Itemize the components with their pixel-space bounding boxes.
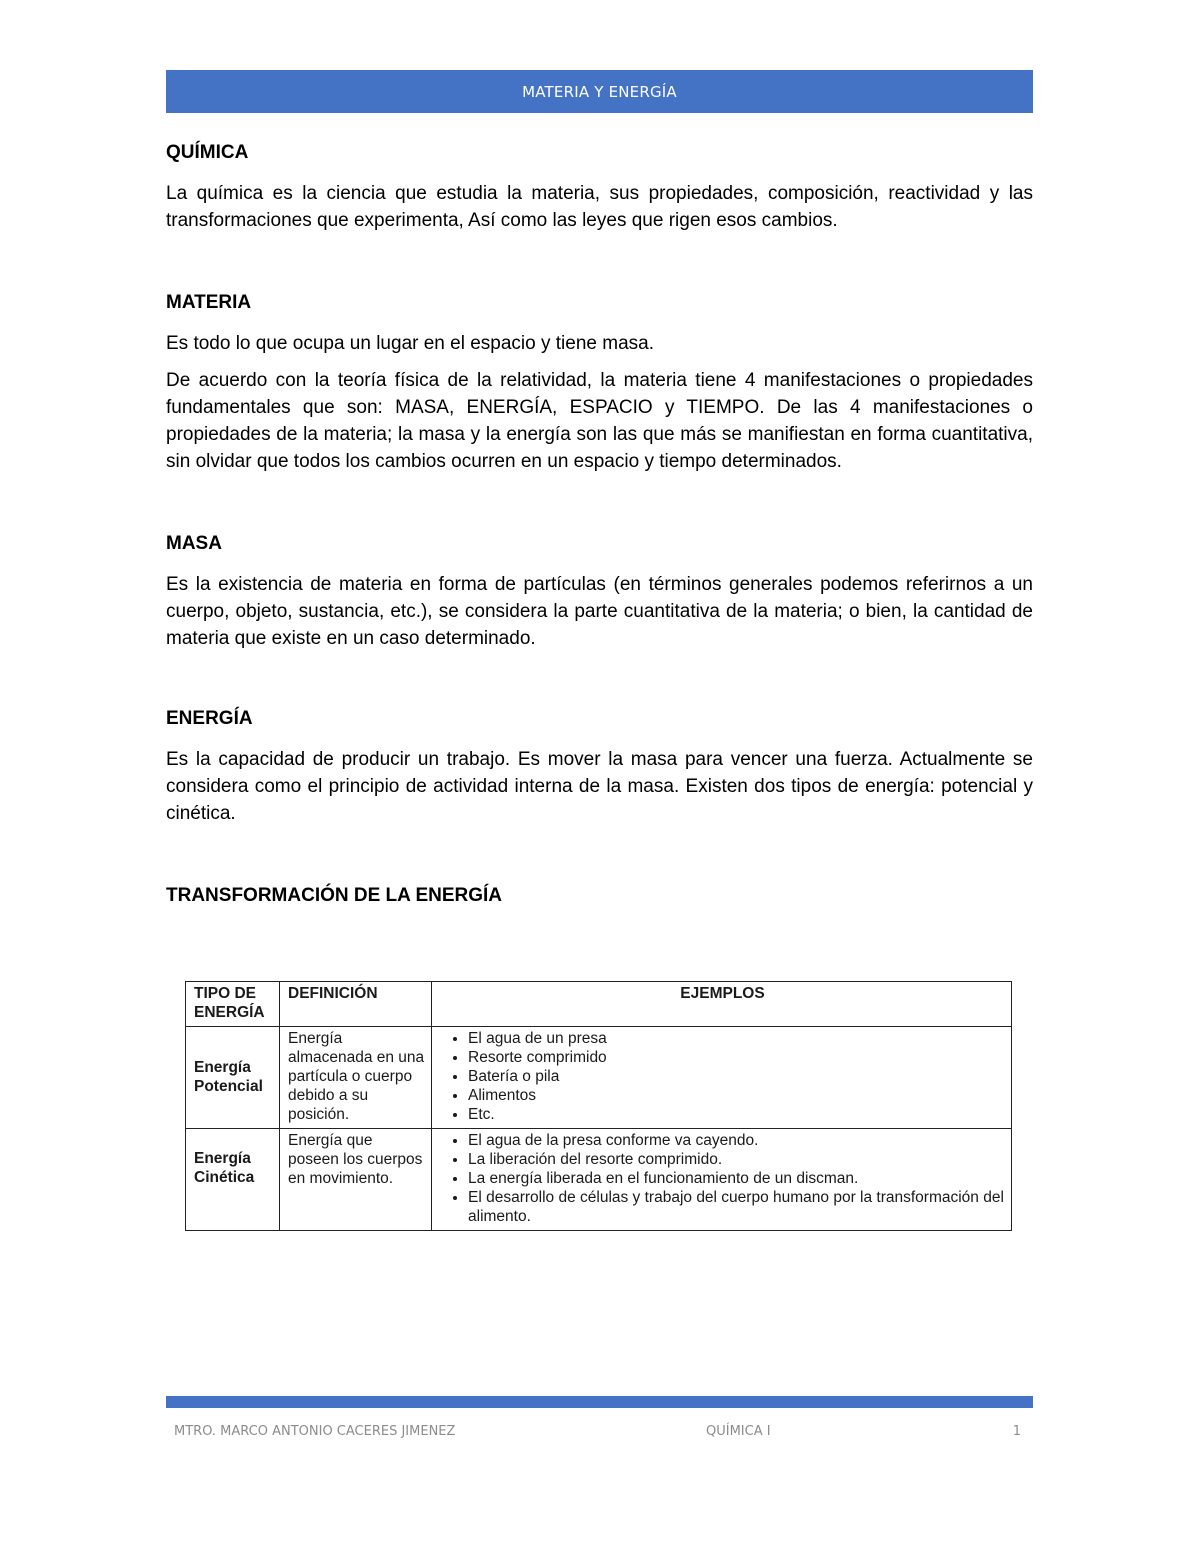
heading-energia: ENERGÍA: [166, 708, 253, 729]
footer-course: QUÍMICA I: [706, 1424, 771, 1439]
list-item: • La liberación del resorte comprimido.: [468, 1150, 1005, 1169]
list-item: • El agua de la presa conforme va cayendo.: [468, 1131, 1005, 1150]
footer-author: MTRO. MARCO ANTONIO CACERES JIMENEZ: [174, 1424, 456, 1439]
table-row: [186, 1129, 1012, 1231]
energy-table: [185, 981, 1012, 1231]
heading-quimica: QUÍMICA: [166, 142, 249, 163]
paragraph-materia-definition: Es todo lo que ocupa un lugar en el espacio y tiene masa.: [166, 333, 654, 354]
list-item: • El desarrollo de células y trabajo del cuerpo humano por la transformación del alimento.: [468, 1188, 1005, 1226]
document-body: [166, 140, 1033, 907]
list-item: • Batería o pila: [468, 1067, 1005, 1086]
heading-materia: MATERIA: [166, 292, 252, 313]
energy-table-container: [185, 981, 1012, 1231]
header-examples: EJEMPLOS: [432, 982, 1012, 1027]
examples-list: [440, 1029, 1005, 1124]
heading-transformacion: TRANSFORMACIÓN DE LA ENERGÍA: [166, 885, 503, 906]
heading-masa: MASA: [166, 533, 222, 554]
document-title: MATERIA Y ENERGÍA: [522, 82, 677, 101]
paragraph-masa: Es la existencia de materia en forma de partículas (en términos generales podemos referirnos a un cuerpo, objeto, sustancia, etc.), se considera la parte cuantitativa de la materia; o bien, la cantidad de materia que existe en un caso determinado.: [166, 574, 1033, 649]
paragraph-quimica: La química es la ciencia que estudia la materia, sus propiedades, composición, reactividad y las transformaciones que experimenta, Así como las leyes que rigen esos cambios.: [166, 183, 1033, 231]
examples-list: [440, 1131, 1005, 1226]
paragraph-materia-relatividad: De acuerdo con la teoría física de la relatividad, la materia tiene 4 manifestaciones o propiedades fundamentales que son: MASA, ENERGÍA, ESPACIO y TIEMPO. De las 4 manifestaciones o propiedades de la materia; la masa y la energía son las que más se manifiestan en forma cuantitativa, sin olvidar que todos los cambios ocurren en un espacio y tiempo determinados.: [166, 370, 1033, 472]
cell-definition: Energía almacenada en una partícula o cuerpo debido a su posición.: [280, 1027, 432, 1129]
cell-type: Energía Potencial: [186, 1027, 280, 1129]
paragraph-energia: Es la capacidad de producir un trabajo. Es mover la masa para vencer una fuerza. Actualmente se considera como el principio de actividad interna de la masa. Existen dos tipos de energía: potencial y cinética.: [166, 749, 1033, 824]
cell-examples: [432, 1129, 1012, 1231]
list-item: • Etc.: [468, 1105, 1005, 1124]
list-item: • Alimentos: [468, 1086, 1005, 1105]
cell-examples: [432, 1027, 1012, 1129]
header-type: TIPO DE ENERGÍA: [186, 982, 280, 1027]
header-definition: DEFINICIÓN: [280, 982, 432, 1027]
list-item: • La energía liberada en el funcionamiento de un discman.: [468, 1169, 1005, 1188]
list-item: • Resorte comprimido: [468, 1048, 1005, 1067]
table-row: [186, 1027, 1012, 1129]
list-item: • El agua de un presa: [468, 1029, 1005, 1048]
header-band: [166, 70, 1033, 113]
footer-page-number: 1: [1012, 1424, 1021, 1439]
footer-band: [166, 1396, 1033, 1408]
cell-type: Energía Cinética: [186, 1129, 280, 1231]
table-header-row: [186, 982, 1012, 1027]
cell-definition: Energía que poseen los cuerpos en movimiento.: [280, 1129, 432, 1231]
